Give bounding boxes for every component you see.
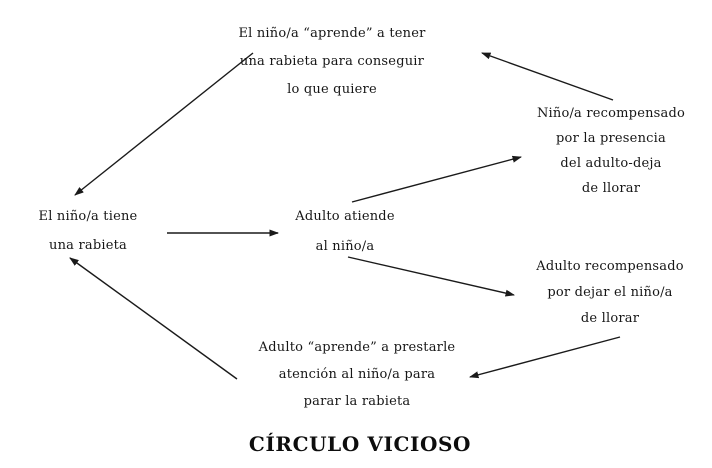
node-line: de llorar <box>581 181 641 196</box>
node-line: de llorar <box>580 311 640 326</box>
node-line: Adulto recompensado <box>536 259 684 274</box>
arrow-adult-attends-to-child-rewarded <box>352 157 521 202</box>
node-line: Adulto “aprende” a prestarle <box>258 340 456 355</box>
node-line: por dejar el niño/a <box>547 285 673 300</box>
arrow-child-rewarded-to-child-learns <box>482 53 613 100</box>
arrow-adult-learns-to-child-tantrum <box>70 258 237 379</box>
node-line: El niño/a tiene <box>38 209 138 224</box>
node-adult-rewarded <box>536 254 684 332</box>
node-line: Adulto atiende <box>295 209 395 224</box>
node-line: al niño/a <box>315 239 375 254</box>
arrow-adult-attends-to-adult-rewarded <box>348 257 514 295</box>
node-child-rewarded <box>537 101 685 201</box>
node-line: atención al niño/a para <box>278 367 436 382</box>
node-adult-learns <box>259 334 456 415</box>
arrow-child-learns-to-child-tantrum <box>75 53 253 195</box>
node-child-tantrum <box>39 202 138 260</box>
node-line: una rabieta <box>49 238 127 253</box>
node-line: una rabieta para conseguir <box>239 54 425 69</box>
node-line: por la presencia <box>556 131 666 146</box>
node-line: Niño/a recompensado <box>536 106 686 121</box>
node-child-learns <box>238 20 425 104</box>
node-adult-attends <box>295 202 394 262</box>
diagram-title: CÍRCULO VICIOSO <box>248 432 472 456</box>
node-line: El niño/a “aprende” a tener <box>238 26 426 41</box>
node-line: del adulto-deja <box>560 156 662 171</box>
arrow-adult-rewarded-to-adult-learns <box>470 337 620 377</box>
node-line: parar la rabieta <box>303 394 411 409</box>
node-line: lo que quiere <box>287 82 377 97</box>
